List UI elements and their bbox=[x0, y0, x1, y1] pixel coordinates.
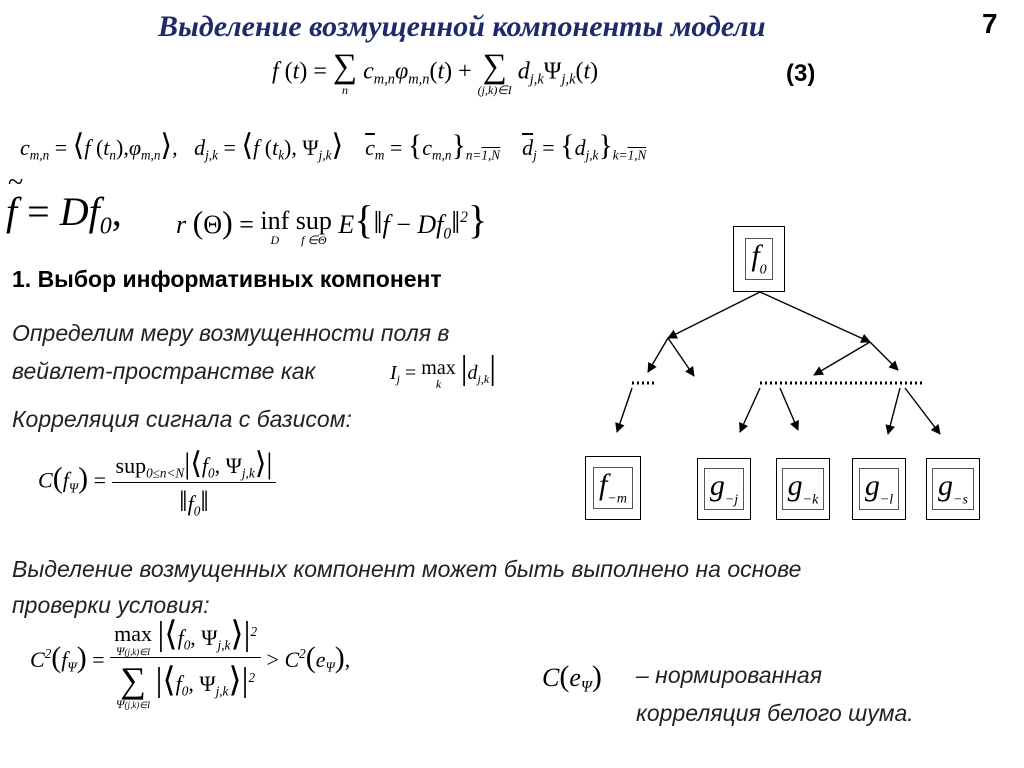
tree-edge bbox=[888, 388, 900, 434]
measure-text-line2: вейвлет-пространстве как bbox=[12, 358, 316, 384]
tree-leaf-node: $g_{-l}$ bbox=[852, 458, 906, 520]
estimator-formula: f ~ = $Df_0$, bbox=[6, 167, 122, 240]
note-line2: корреляция белого шума. bbox=[636, 700, 914, 726]
measure-text-line1: Определим меру возмущенности поля в bbox=[12, 320, 450, 346]
tree-edge bbox=[760, 292, 870, 342]
expansion-formula: f (t) = ∑ n $c_{m,n}\varphi_{m,n}(t)$ + ∑ (j,k)∈I $d_{j,k}\Psi_{j,k}(t)$ bbox=[272, 48, 599, 97]
tree-edge bbox=[740, 388, 760, 432]
risk-formula: r (Θ) = inf D sup f ∈Θ E{‖f − $Df_0‖^2$} bbox=[176, 197, 488, 248]
tree-leaf-node: $g_{-k}$ bbox=[776, 458, 830, 520]
tree-edge bbox=[905, 388, 940, 434]
tree-edge bbox=[870, 342, 898, 370]
measure-formula: $I_j = \max$ k $|d_{j,k}|$ bbox=[390, 350, 497, 392]
tree-edge bbox=[814, 342, 870, 375]
equation-number: (3) bbox=[786, 60, 816, 87]
coefficient-definitions: $c_{m,n}$ = ⟨f $(t_n),\varphi_{m,n}⟩$, $d_{j,k}$ = ⟨f $(t_k)$, $\Psi_{j,k}⟩$ $\overline{c}_m = \{c_{m,n}\}_{n=1,N}$ $\overline{d}_j = \{d_{j,k}\}_{k=1,N}$ bbox=[20, 129, 647, 163]
correlation-text: Корреляция сигнала с базисом: bbox=[12, 406, 352, 432]
tree-leaf-node: $f_{-m}$ bbox=[585, 456, 641, 520]
section-heading: 1. Выбор информативных компонент bbox=[12, 266, 442, 292]
slide-number: 7 bbox=[982, 8, 998, 39]
selection-text-line1: Выделение возмущенных компонент может быть выполнено на основе bbox=[12, 556, 802, 582]
note-line1: – нормированная bbox=[636, 662, 822, 688]
slide-title: Выделение возмущенной компоненты модели bbox=[158, 10, 766, 43]
tree-leaf-node: $g_{-s}$ bbox=[926, 458, 980, 520]
tree-edge bbox=[648, 338, 668, 372]
tree-edge bbox=[780, 388, 798, 430]
tree-edge bbox=[668, 292, 760, 338]
tree-leaf-node: $g_{-j}$ bbox=[697, 458, 751, 520]
white-noise-symbol: $C(e_\Psi)$ bbox=[542, 660, 602, 696]
tree-edge bbox=[668, 338, 694, 376]
tree-edge bbox=[617, 388, 632, 432]
correlation-formula: $C(f_\Psi)$ = $\frac{sup_{0\le n<N}|⟨f_0, \Psi_{j,k}⟩|}{‖f_0‖}$ bbox=[38, 446, 276, 519]
selection-text-line2: проверки условия: bbox=[12, 592, 210, 618]
tree-root-node: $f_0$ bbox=[733, 226, 785, 292]
condition-formula: $C^2(f_\Psi)$ = max Ψ(j,k)∈I $|⟨f_0$, $\Psi_{j,k}⟩|^2$ ∑ Ψ(j,k)∈I $|⟨f_0$, $\Psi_{j,k}⟩|^2$ > $C^2(e_\Psi)$, bbox=[30, 616, 351, 711]
